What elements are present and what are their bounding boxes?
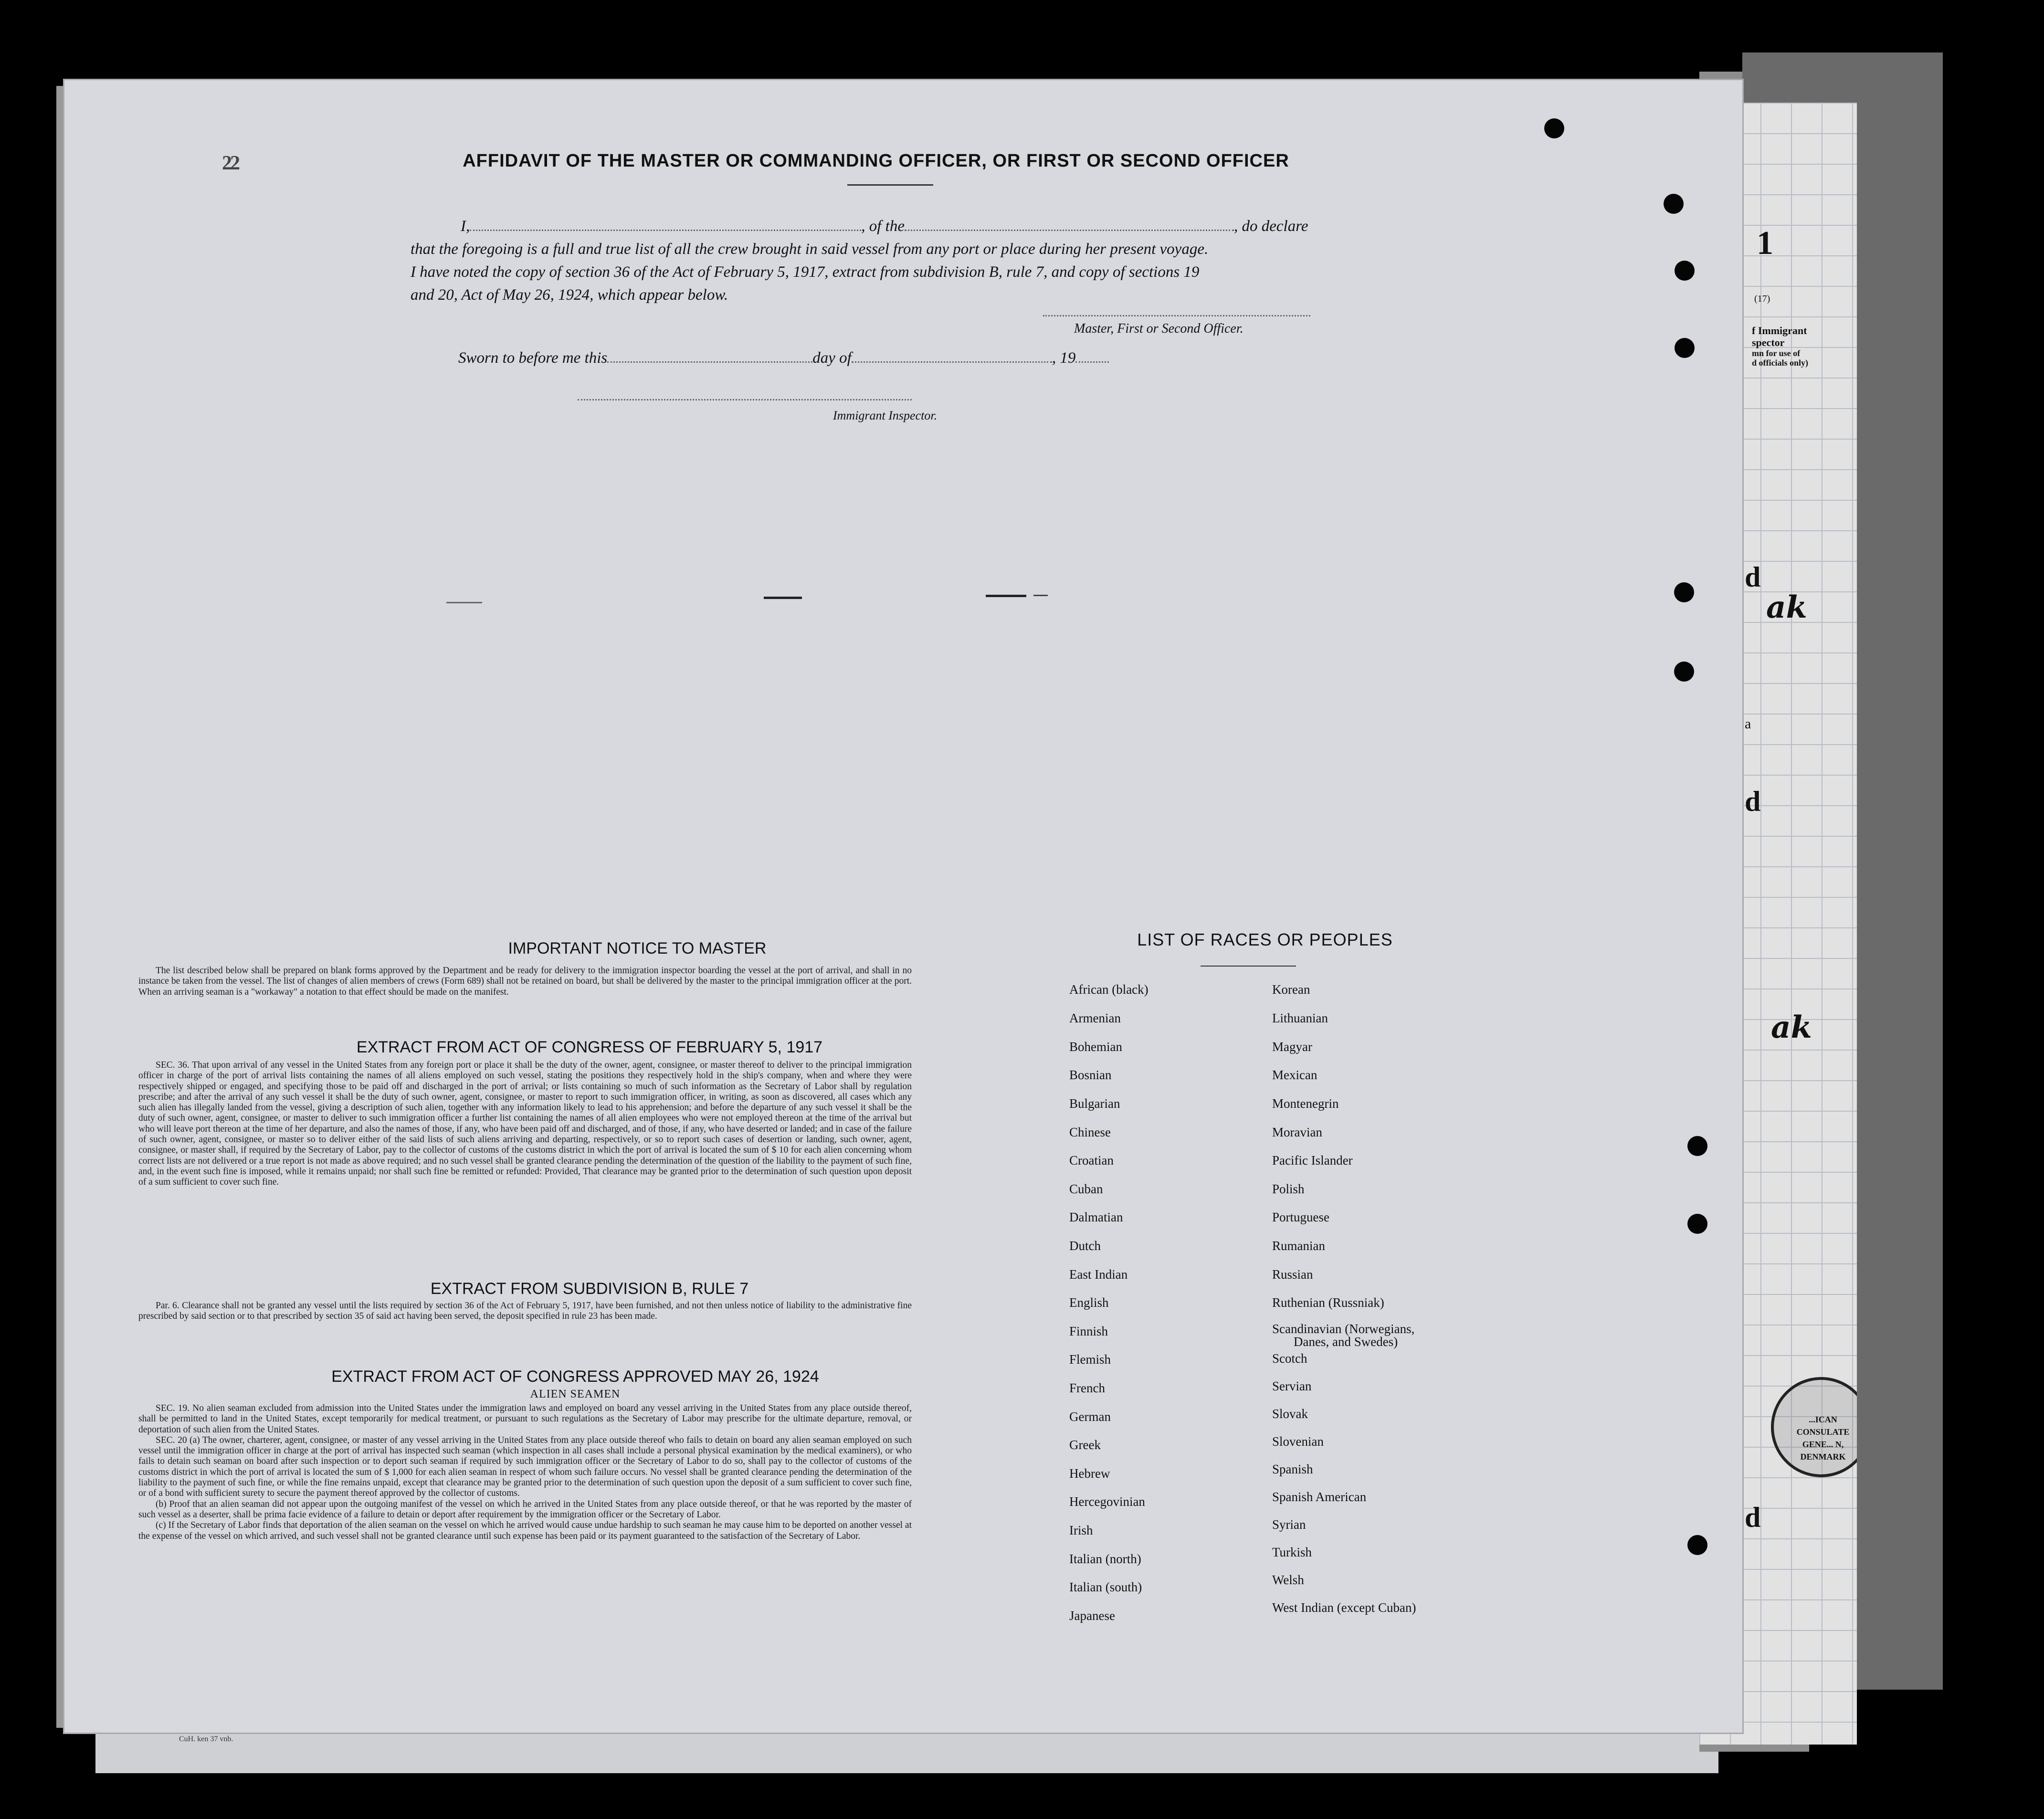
declaration-line-3: I have noted the copy of section 36 of the Act of February 5, 1917, extract from subdivision B, rule 7, and copy of sections 19: [411, 263, 1200, 281]
declaration-line-4: and 20, Act of May 26, 1924, which appear below.: [411, 286, 728, 304]
race-item: Hebrew: [1069, 1466, 1110, 1481]
sworn-line: [458, 349, 1109, 367]
race-item: Flemish: [1069, 1352, 1111, 1367]
declaration-line-2: that the foregoing is a full and true list of all the crew brought in said vessel from any port or place during her present voyage.: [411, 241, 1209, 258]
extract-rule7-text: [138, 1301, 912, 1322]
back-form-partial-d-2: d: [1745, 786, 1761, 817]
extract-rule7-heading: EXTRACT FROM SUBDIVISION B, RULE 7: [430, 1280, 749, 1298]
race-item: Dalmatian: [1069, 1210, 1123, 1224]
page-mark: 22: [222, 152, 238, 174]
declaration-line-1: [461, 218, 1308, 235]
race-item: Ruthenian (Russniak): [1272, 1295, 1384, 1310]
master-signature-line[interactable]: [1043, 315, 1310, 316]
race-item: Hercegovinian: [1069, 1494, 1145, 1509]
race-item: Italian (south): [1069, 1580, 1142, 1594]
race-item: Danes, and Swedes): [1294, 1335, 1398, 1349]
race-item: Syrian: [1272, 1517, 1306, 1532]
race-item: Scandinavian (Norwegians,: [1272, 1322, 1415, 1336]
back-form-partial-17: (17): [1754, 294, 1770, 304]
race-item: Slovenian: [1272, 1434, 1324, 1449]
decl-of-the: , of the: [861, 218, 905, 235]
back-form-partial-d-3: d: [1745, 1502, 1761, 1533]
consulate-stamp: [1771, 1377, 1857, 1477]
notice-heading: IMPORTANT NOTICE TO MASTER: [508, 939, 767, 957]
race-item: Bulgarian: [1069, 1096, 1120, 1111]
extract-1917-paragraph: SEC. 36. That upon arrival of any vessel in the United States from any foreign port or place it shall be the duty of the owner, agent, consignee, or master thereof to deliver to the principal immigration officer in charge of the port of arrival lists containing the names of all aliens employed on such vessel, stating the positions they respectively hold in the ship's company, when and where they were respectively shipped or engaged, and specifying those to be paid off and discharged in the port of arrival; or lists containing so much of such information as the Secretary of Labor shall by regulation prescribe; and after the arrival of any such vessel it shall be the duty of such owner, agent, consignee, or master to report to such immigration officer, in writing, as soon as discovered, all cases which any such alien has illegally landed from the vessel, giving a description of such alien, together with any information likely to lead to his apprehension; and before the departure of any such vessel it shall be the duty of such owner, agent, consignee, or master to deliver to such immigration officer a further list containing the names of all alien employees who were not employed thereon at the time of the arrival but who will leave port thereon at the time of her departure, and also the names of those, if any, who have been paid off and discharged, and of those, if any, who have deserted or landed; and in case of the failure of such owner, agent, consignee, or master so to deliver either of the said lists of such aliens arriving and departing, respectively, or so to report such cases of desertion or landing, such owner, agent, consignee, or master shall, if required by the Secretary of Labor, pay to the collector of customs of the customs district in which the port of arrival is located the sum of $ 10 for each alien concerning whom correct lists are not delivered or a true report is not made as above required; and no such vessel shall be granted clearance pending the determination of the question of the liability to the payment of such fine, and, in the event such fine is imposed, while it remains unpaid; nor shall such fine be remitted or refunded: Provided, That clearance may be granted prior to the determination of such question upon deposit of a sum sufficient to cover such fine.: [138, 1060, 912, 1188]
race-item: English: [1069, 1295, 1109, 1310]
race-item: Japanese: [1069, 1609, 1115, 1623]
race-item: French: [1069, 1381, 1105, 1395]
extract-1924-paragraph: (b) Proof that an alien seaman did not appear upon the outgoing manifest of the vessel on which he arrived in the United States from any place outside thereof, or that he was reported by the master of such vessel as a deserter, shall be prima facie evidence of a failure to detain or deport after requirement by the immigration officer or the Secretary of Labor.: [138, 1499, 912, 1520]
race-item: German: [1069, 1409, 1111, 1424]
back-form-partial-immigrant: f Immigrant: [1752, 325, 1807, 336]
back-form-partial-1: 1: [1757, 225, 1773, 262]
extract-rule7-paragraph: Par. 6. Clearance shall not be granted any vessel until the lists required by section 36 of the Act of February 5, 1917, have been furnished, and not then unless notice of liability to the administrative fine prescribed by said section or to that prescribed by section 35 of said act having been served, the deposit specified in rule 23 has been made.: [138, 1301, 912, 1322]
stray-mark-4: [1033, 595, 1048, 596]
race-item: Polish: [1272, 1182, 1305, 1196]
race-item: Finnish: [1069, 1324, 1108, 1338]
race-item: Montenegrin: [1272, 1096, 1339, 1111]
extract-1917-text: [138, 1060, 912, 1188]
stray-mark-2: [764, 597, 802, 599]
extract-1924-subheading: ALIEN SEAMEN: [530, 1388, 621, 1400]
affidavit-title: AFFIDAVIT OF THE MASTER OR COMMANDING OFFICER, OR FIRST OR SECOND OFFICER: [463, 151, 1289, 171]
race-item: Korean: [1272, 982, 1310, 997]
race-item: Bohemian: [1069, 1040, 1122, 1054]
race-item: Irish: [1069, 1523, 1093, 1537]
punch-hole: [1687, 1214, 1707, 1234]
race-item: Spanish: [1272, 1462, 1313, 1476]
sworn-prefix: Sworn to before me this: [458, 349, 608, 367]
race-item: Lithuanian: [1272, 1011, 1328, 1025]
sworn-month-blank[interactable]: [852, 350, 1052, 363]
back-form-partial-a: a: [1745, 716, 1751, 732]
punch-hole: [1674, 662, 1694, 682]
sworn-year-blank[interactable]: [1075, 350, 1109, 363]
race-item: East Indian: [1069, 1267, 1128, 1282]
title-underline: [847, 184, 933, 186]
punch-hole: [1687, 1136, 1707, 1156]
race-item: Armenian: [1069, 1011, 1121, 1025]
consulate-stamp-text: ...ICAN CONSULATE GENE... N, DENMARK: [1796, 1415, 1850, 1462]
race-item: Cuban: [1069, 1182, 1103, 1196]
race-item: Mexican: [1272, 1068, 1317, 1082]
notice-text: [138, 966, 912, 998]
extract-1924-paragraph: SEC. 19. No alien seaman excluded from admission into the United States under the immigration laws and employed on board any vessel arriving in the United States from any place outside thereof, shall be permitted to land in the United States, except temporarily for medical treatment, or pursuant to such regulations as the Secretary of Labor may prescribe for the ultimate departure, removal, or deportation of such alien from the United States.: [138, 1403, 912, 1435]
punch-hole: [1674, 582, 1694, 602]
back-form-partial-officials: d officials only): [1752, 358, 1809, 368]
master-label: Master, First or Second Officer.: [1074, 321, 1243, 336]
name-blank[interactable]: [470, 219, 861, 231]
races-underline: [1201, 966, 1296, 967]
decl-i: I,: [461, 218, 470, 235]
punch-hole: [1687, 1535, 1707, 1555]
punch-hole: [1675, 338, 1695, 358]
sworn-year: , 19: [1052, 349, 1076, 367]
race-item: Spanish American: [1272, 1490, 1367, 1504]
extract-1924-text: [138, 1403, 912, 1542]
decl-do-declare: , do declare: [1233, 218, 1308, 235]
race-item: Dutch: [1069, 1239, 1101, 1253]
race-item: Slovak: [1272, 1407, 1308, 1421]
extract-1924-paragraph: SEC. 20 (a) The owner, charterer, agent, consignee, or master of any vessel arriving in the United States from any place outside thereof who fails to detain on board any alien seaman employed on such vessel until the immigration officer in charge at the port of arrival has inspected such seaman (which inspection in all cases shall include a personal physical examination by the medical examiners), or who fails to detain such seaman on board after such inspection or to deport such seaman if required by such immigration officer or the Secretary of Labor to do so, shall pay to the collector of customs of the customs district in which the port of arrival is located the sum of $ 1,000 for each alien seaman in respect of whom such failure occurs. No vessel shall be granted clearance pending the determination of the liability to the payment of such fine, or while the fine remains unpaid, except that clearance may be granted prior to the determination of such question upon the deposit of a sum sufficient to cover such fine, or of a bond with sufficient surety to secure the payment thereof approved by the collector of customs.: [138, 1435, 912, 1499]
extract-1917-heading: EXTRACT FROM ACT OF CONGRESS OF FEBRUARY 5, 1917: [356, 1038, 823, 1056]
race-item: Scotch: [1272, 1351, 1307, 1366]
handwriting-mark-2: ak: [1771, 1009, 1812, 1045]
stray-mark-3: [986, 595, 1026, 597]
race-item: Bosnian: [1069, 1068, 1112, 1082]
race-item: African (black): [1069, 982, 1148, 997]
race-item: Russian: [1272, 1267, 1313, 1282]
sworn-day-blank[interactable]: [607, 350, 812, 363]
back-form-partial-use: mn for use of: [1752, 348, 1801, 358]
punch-hole: [1544, 118, 1564, 138]
race-item: Chinese: [1069, 1125, 1111, 1139]
stray-mark-1: [446, 602, 482, 603]
race-item: Servian: [1272, 1379, 1312, 1393]
footer-note: CuH. ken 37 vnb.: [179, 1735, 233, 1743]
race-item: Magyar: [1272, 1040, 1312, 1054]
back-form-partial-inspector: spector: [1752, 336, 1785, 348]
vessel-blank[interactable]: [905, 219, 1234, 231]
affidavit-page: [64, 80, 1742, 1733]
race-item: Pacific Islander: [1272, 1153, 1353, 1167]
handwriting-mark-1: ak: [1766, 589, 1807, 625]
back-form-partial-d-1: d: [1745, 561, 1761, 593]
inspector-signature-line[interactable]: [578, 399, 912, 400]
races-heading: LIST OF RACES OR PEOPLES: [1137, 930, 1393, 949]
extract-1924-paragraph: (c) If the Secretary of Labor finds that deportation of the alien seaman on the vessel on which he arrived would cause undue hardship to such seaman he may cause him to be deported on another vessel at the expense of the vessel on which arrived, and such vessel shall not be granted clearance until such expense has been paid or its payment guaranteed to the satisfaction of the Secretary of Labor.: [138, 1520, 912, 1541]
race-item: Italian (north): [1069, 1552, 1141, 1566]
race-item: Portuguese: [1272, 1210, 1329, 1224]
punch-hole: [1675, 261, 1695, 281]
race-item: Croatian: [1069, 1153, 1114, 1167]
sworn-day-of: day of: [812, 349, 852, 367]
race-item: Turkish: [1272, 1545, 1312, 1559]
race-item: Moravian: [1272, 1125, 1322, 1139]
race-item: Welsh: [1272, 1573, 1304, 1587]
notice-paragraph: The list described below shall be prepared on blank forms approved by the Department and be ready for delivery to the immigration inspector boarding the vessel at the port of arrival, and shall in no instance be taken from the vessel. The list of changes of alien members of crews (Form 689) shall not be retained on board, but shall be delivered by the master to the principal immigration officer at the port. When an arriving seaman is a "workaway" a notation to that effect should be made on the manifest.: [138, 966, 912, 997]
punch-hole: [1664, 194, 1684, 214]
extract-1924-heading: EXTRACT FROM ACT OF CONGRESS APPROVED MAY 26, 1924: [331, 1367, 819, 1386]
race-item: Rumanian: [1272, 1239, 1325, 1253]
inspector-label: Immigrant Inspector.: [833, 409, 938, 422]
race-item: Greek: [1069, 1438, 1101, 1452]
race-item: West Indian (except Cuban): [1272, 1600, 1416, 1615]
